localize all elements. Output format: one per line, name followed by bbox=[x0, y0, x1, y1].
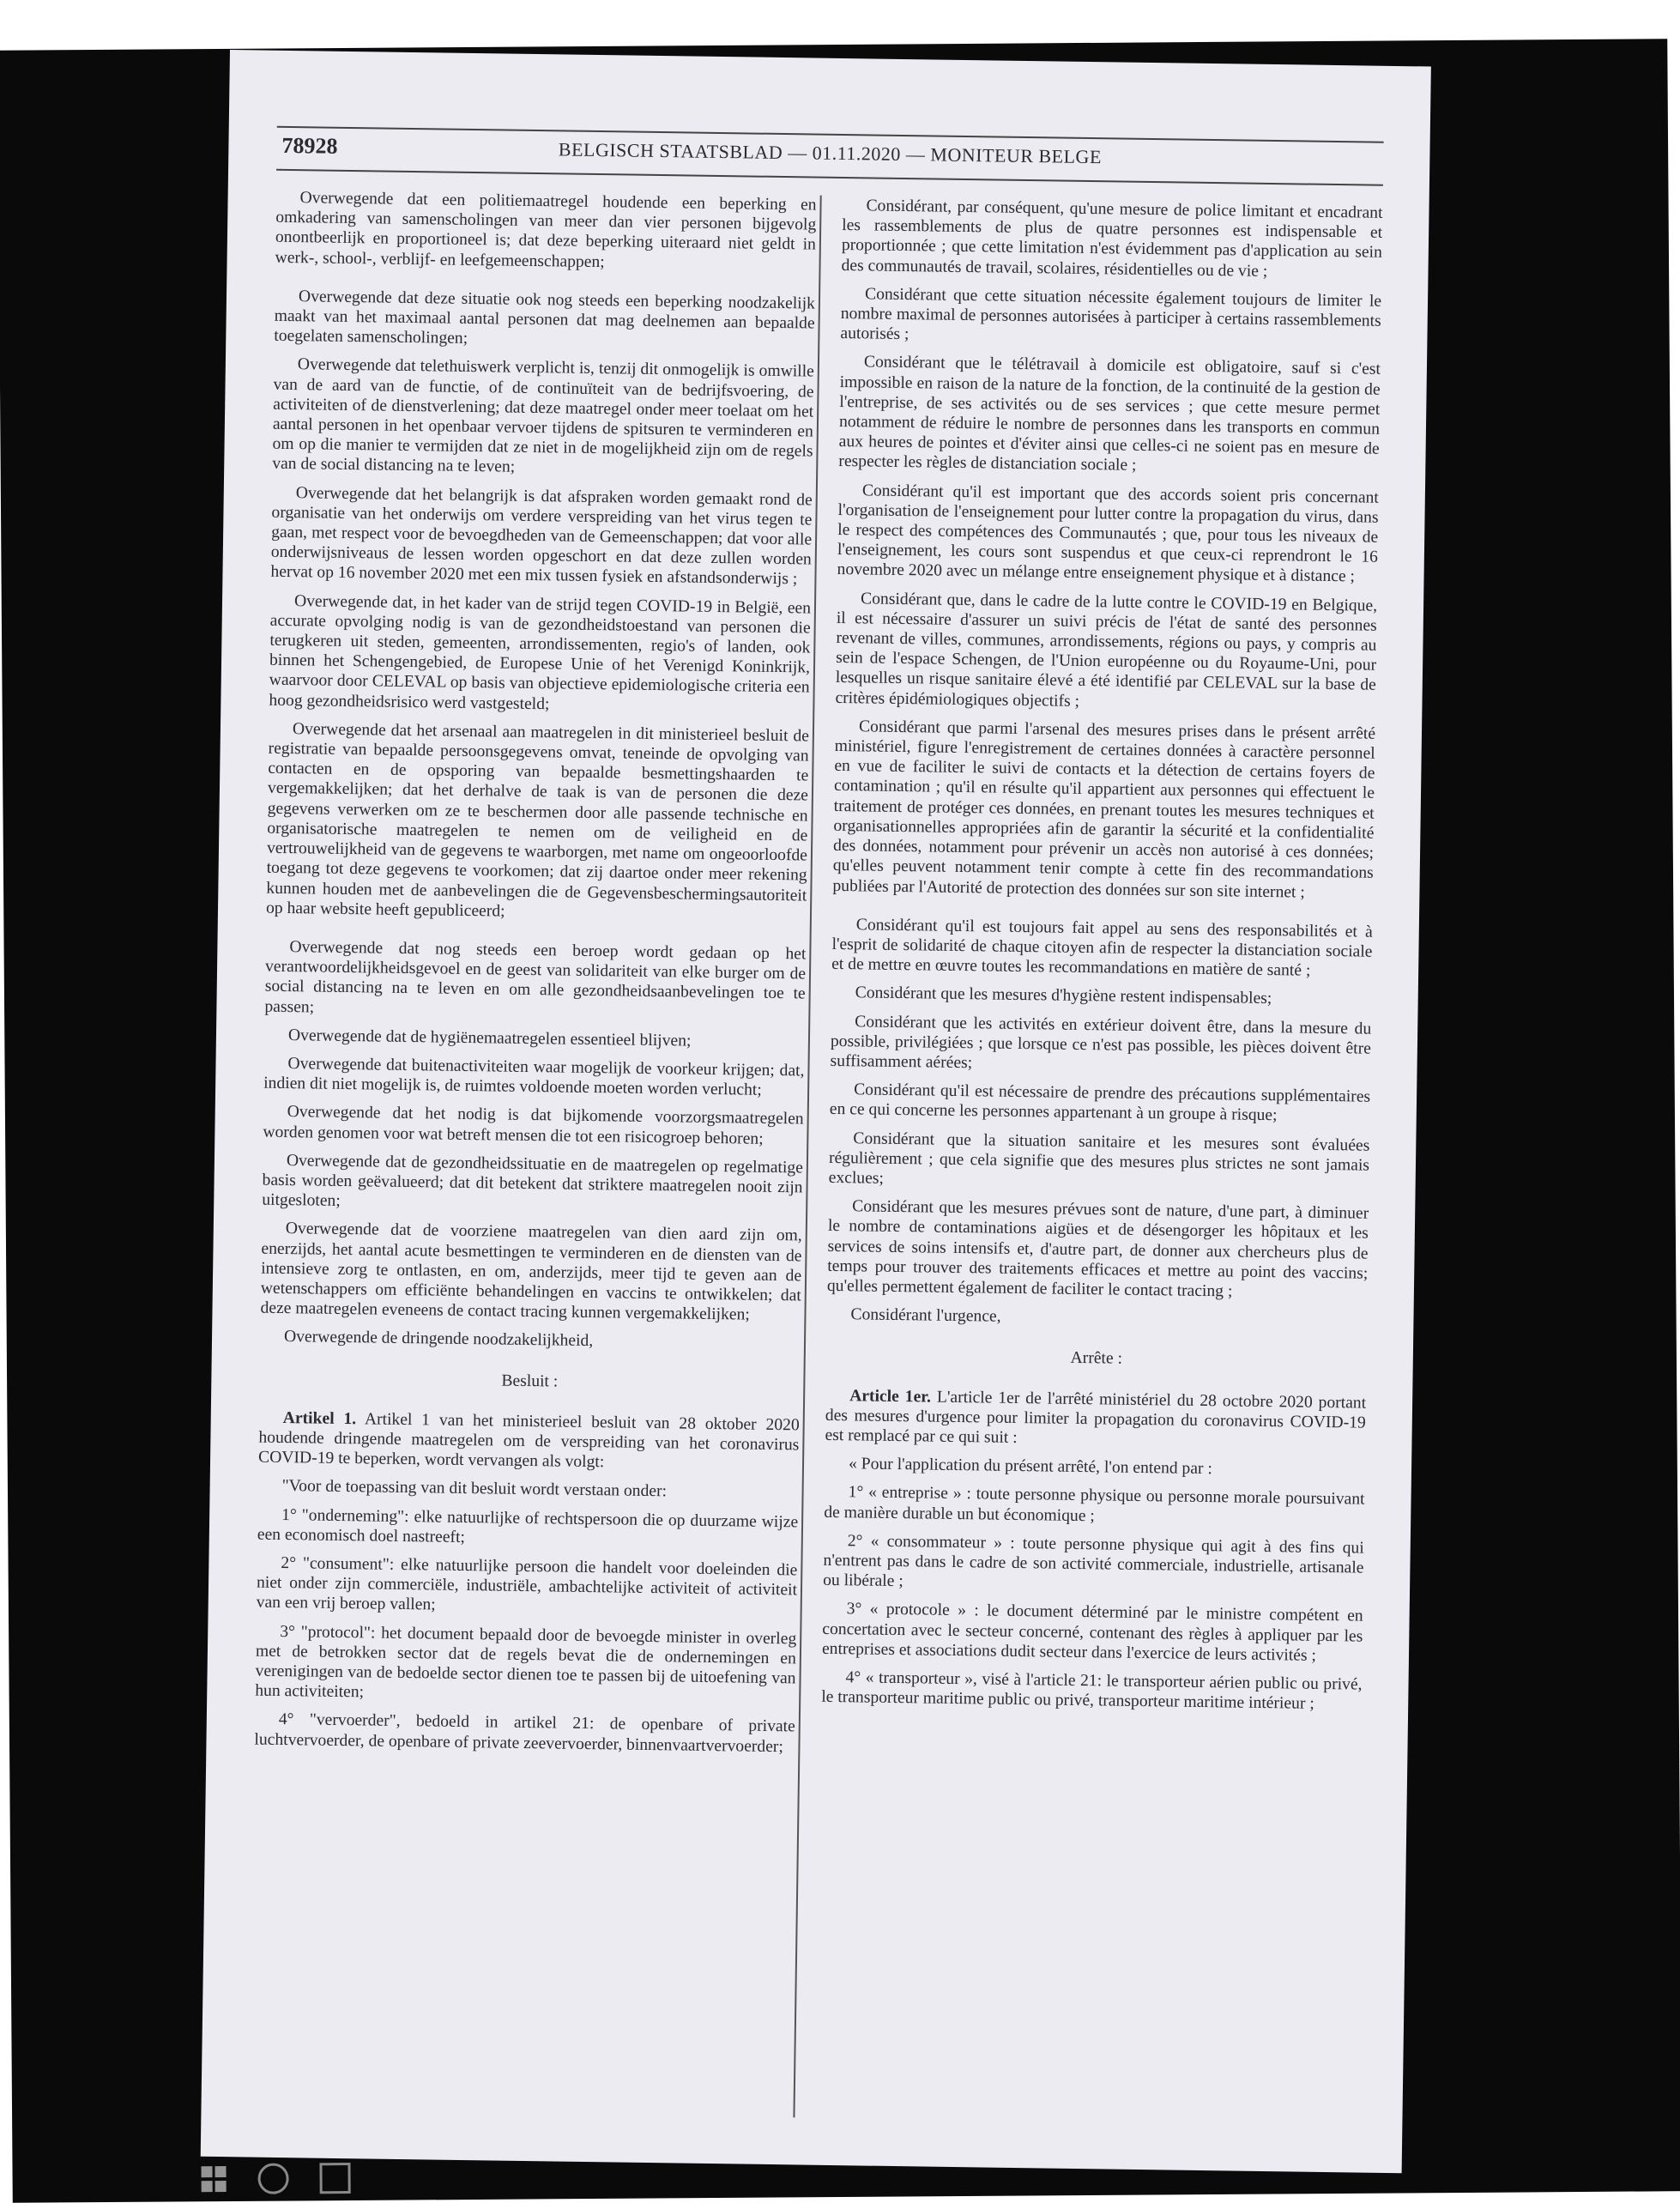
article-1 bbox=[258, 1407, 800, 1474]
french-column bbox=[821, 196, 1383, 1723]
article-text: Artikel 1 van het ministerieel besluit van 28 oktober 2020 houdende dringende maatregelen om de verspreiding van het coronavirus COVID-19 te beperken, wordt vervangen als volgt: bbox=[257, 1410, 800, 1472]
paragraph: Considérant que les activités en extérieur doivent être, dans la mesure du possible, privilégiées ; que lorsque ce n'est pas possible, les pièces doivent être suffisamment aérées; bbox=[830, 1012, 1372, 1073]
page-number: 78928 bbox=[281, 132, 338, 159]
paragraph: Considérant qu'il est toujours fait appel au sens des responsabilités et à l'esprit de solidarité de chaque citoyen afin de respecter la distanciation sociale et de mettre en œuvre toutes les recommandations en matière de santé ; bbox=[831, 915, 1373, 980]
paragraph: Considérant qu'il est nécessaire de prendre des précautions supplémentaires en ce qui concerne les personnes appartenant à un groupe à risque; bbox=[829, 1080, 1371, 1125]
definition: 3° "protocol": het document bepaald door de bevoegde minister in overleg met de betrokken sector dat de regels bevat die de ondernemingen en verenigingen van de bedoelde sector dienen toe te passen bij de uitoefening van hun activiteiten; bbox=[255, 1622, 797, 1702]
journal-title: BELGISCH STAATSBLAD — 01.11.2020 — MONITEUR BELGE bbox=[558, 138, 1103, 168]
paragraph: Considérant qu'il est important que des accords soient pris concernant l'organisation de l'enseignement pour lutter contre la propagation du virus, dans le respect des compétences des Communautés ; que, pour tous les niveaux de l'enseignement, les cours sont suspendus et que ceux-ci reprendront le 16 novembre 2020 avec un mélange entre enseignement physique et à distance ; bbox=[837, 481, 1379, 586]
article-label: Artikel 1. bbox=[282, 1408, 357, 1428]
dutch-column bbox=[254, 188, 816, 1765]
windows-start-icon[interactable] bbox=[201, 2166, 227, 2192]
definition: "Voor de toepassing van dit besluit wordt verstaan onder: bbox=[281, 1477, 668, 1501]
paragraph: Overwegende dat buitenactiviteiten waar mogelijk de voorkeur krijgen; dat, indien dit niet mogelijk is, de ruimtes voldoende moeten worden verlucht; bbox=[263, 1054, 805, 1099]
paragraph: Overwegende dat de gezondheidssituatie en de maatregelen op regelmatige basis worden geëvalueerd; dat dit betekent dat striktere maatregelen nooit zijn uitgesloten; bbox=[262, 1151, 804, 1211]
paragraph: Overwegende dat telethuiswerk verplicht is, tenzij dit onmogelijk is omwille van de aard van de functie, of de continuïteit van de bedrijfsvoering, de activiteiten of de dienstverlening; dat deze maatregel onder meer toelaat om het aantal personen in het openbaar vervoer tijdens de spitsuren te verminderen en om op die manier te vermijden dat ze niet in de mogelijkheid zijn om de regels van de social distancing na te leven; bbox=[272, 355, 814, 477]
article-1 bbox=[825, 1385, 1366, 1452]
definition: 4° "vervoerder", bedoeld in artikel 21: de openbare of private luchtvervoerder, de openbare of private zeevervoerder, binnenvaartvervoerder; bbox=[254, 1710, 795, 1756]
definition: 2° "consument": elke natuurlijke persoon die handelt voor doeleinden die niet onder zijn commerciële, industriële, ambachtelijke activiteit of activiteit van een vrij beroep vallen; bbox=[256, 1553, 798, 1614]
paragraph: Considérant que les mesures d'hygiène restent indispensables; bbox=[855, 983, 1272, 1008]
paragraph: Overwegende dat de hygiënemaatregelen essentieel blijven; bbox=[287, 1026, 692, 1050]
document-page bbox=[201, 50, 1431, 2173]
paragraph: Overwegende dat deze situatie ook nog steeds een beperking noodzakelijk maakt van het maximaal aantal personen dat mag deelnemen aan bepaalde toegelaten samenscholingen; bbox=[274, 287, 816, 348]
paragraph: Considérant que la situation sanitaire et les mesures sont évaluées régulièrement ; que cela signifie que des mesures plus strictes ne sont jamais exclues; bbox=[828, 1129, 1370, 1188]
definition: 1° « entreprise » : toute personne physique ou personne morale poursuivant de manière durable un but économique ; bbox=[824, 1483, 1365, 1525]
paragraph: Overwegende dat nog steeds een beroep wordt gedaan op het verantwoordelijkheidsgevoel en de geest van solidariteit van elke burger om de social distancing na te leven en om alle gezondheidsaanbevelingen toe te passen; bbox=[264, 937, 807, 1016]
paragraph: Overwegende dat het belangrijk is dat afspraken worden gemaakt rond de organisatie van het onderwijs om verdere verspreiding van het virus tegen te gaan, met respect voor de bevoegdheden van de Gemeenschappen; dat voor alle onderwijsniveaus de lessen worden opgeschort en dat deze zullen worden hervat op 16 november 2020 met een mix tussen fysiek en afstandsonderwijs ; bbox=[270, 483, 813, 589]
paragraph: Considérant que, dans le cadre de la lutte contre le COVID-19 en Belgique, il est nécessaire d'assurer un suivi précis de l'état de santé des personnes revenant de villes, communes, arrondissements, régions ou pays, y compris au sein de l'espace Schengen, de l'Union européenne ou du Royaume-Uni, pour lesquelles un risque sanitaire élevé a été identifié par CELEVAL sur la base de critères épidémiologiques objectifs ; bbox=[835, 589, 1378, 711]
search-icon[interactable] bbox=[257, 2164, 288, 2194]
paragraph: Overwegende de dringende noodzakelijkheid, bbox=[283, 1328, 594, 1351]
definition: 1° "onderneming": elke natuurlijke of rechtspersoon die op duurzame wijze een economisch doel nastreeft; bbox=[257, 1505, 799, 1546]
definition: 4° « transporteur », visé à l'article 21: le transporteur aérien public ou privé, le transporteur maritime public ou privé, transporteur maritime intérieur ; bbox=[821, 1668, 1363, 1714]
paragraph: Overwegende dat, in het kader van de strijd tegen COVID-19 in België, een accurate opvolging nodig is van de gezondheidstoestand van personen die terugkeren uit steden, gemeenten, arrondissementen, regio's of landen, ook binnen het Schengengebied, de Europese Unie of het Verenigd Koninkrijk, waarvoor door CELEVAL op basis van objectieve epidemiologische criteria een hoog gezondheidsrisico werd vastgesteld; bbox=[269, 591, 812, 713]
paragraph: Overwegende dat de voorziene maatregelen van dien aard zijn om, enerzijds, het aantal acute besmettingen te verminderen en de diensten van de intensieve zorg te ontlasten, en om, anderzijds, meer tijd te geven aan de wetenschappers om efficiënte behandelingen en vaccins te ontwikkelen; dat deze maatregelen eveneens de contact tracing kunnen vergemakkelijken; bbox=[260, 1220, 802, 1324]
paragraph: Considérant, par conséquent, qu'une mesure de police limitant et encadrant les rassemblements de plus de quatre personnes est indispensable et proportionnée ; que cette limitation n'est évidemment pas d'application au sein des communautés de travail, scolaires, résidentielles ou de vie ; bbox=[841, 197, 1383, 281]
decree-word: Arrête : bbox=[1070, 1349, 1123, 1369]
paragraph: Considérant que le télétravail à domicile est obligatoire, sauf si c'est impossible en raison de la nature de la fonction, de la continuité de la gestion de l'entreprise, de ses activités ou de ses services ; que cette mesure permet notamment de réduire le nombre de personnes dans les transports en commun aux heures de pointes et d'éviter ainsi que celles-ci ne soient pas en mesure de respecter les règles de distanciation sociale ; bbox=[838, 353, 1381, 475]
decree-word: Besluit : bbox=[501, 1371, 559, 1391]
definition: 2° « consommateur » : toute personne physique qui agit à des fins qui n'entrent pas dans le cadre de son activité commerciale, industrielle, artisanale ou libérale ; bbox=[823, 1532, 1364, 1591]
paragraph: Overwegende dat het arsenaal aan maatregelen in dit ministerieel besluit de registratie van bepaalde persoonsgegevens omvat, teneinde de opvolging van contacten en de opsporing van bepaalde besmettingshaarden te vergemakkelijken; dat het derhalve de taak is van de personen die deze gegevens verwerken om ze te beschermen door alle passende technische en organisatorische maatregelen te nemen om de veiligheid en de vertrouwelijkheid van de gegevens te waarborgen, met name om ongeoorloofde toegang tot deze gegevens te voorkomen; dat zij daartoe onder meer rekening kunnen houden met de aanbevelingen die de Gegevensbeschermingsautoriteit op haar website heeft gepubliceerd; bbox=[265, 719, 810, 921]
paragraph: Overwegende dat een politiemaatregel houdende een beperking en omkadering van samenscholingen van meer dan vier personen bijgevolg onontbeerlijk en proportioneel is; dat deze beperking uiteraard niet geldt in werk-, school-, verblijf- en leefgemeenschappen; bbox=[275, 189, 817, 271]
taskbar bbox=[201, 2159, 630, 2196]
page-header bbox=[276, 126, 1384, 186]
definition: 3° « protocole » : le document déterminé par le ministre compétent en concertation avec le secteur concerné, contenant des règles à appliquer par les entreprises et associations dudit secteur dans l'exercice de leurs activités ; bbox=[821, 1600, 1363, 1665]
definition: « Pour l'application du présent arrêté, l'on entend par : bbox=[848, 1455, 1213, 1479]
article-label: Article 1er. bbox=[849, 1386, 932, 1407]
paragraph: Considérant que parmi l'arsenal des mesures prises dans le présent arrêté ministériel, figure l'enregistrement de certaines données à caractère personnel en vue de faciliter le suivi de contacts et la détection de certains foyers de contamination ; qu'il en résulte qu'il appartient aux personnes qui effectuent le traitement de protéger ces données, en prenant toutes les mesures techniques et organisationnelles appropriées afin de garantir la sécurité et la confidentialité des données, notamment pour prévenir un accès non autorisé à ces données; qu'elles peuvent notamment tenir compte à cette fin des recommandations publiées par l'Autorité de protection des données sur son site internet ; bbox=[832, 717, 1376, 902]
task-view-icon[interactable] bbox=[319, 2163, 350, 2194]
article-text: L'article 1er de l'arrêté ministériel du 28 octobre 2020 portant des mesures d'urgence pour limiter la propagation du coronavirus COVID-19 est remplacé par ce qui suit : bbox=[825, 1388, 1367, 1447]
paragraph: Overwegende dat het nodig is dat bijkomende voorzorgsmaatregelen worden genomen voor wat betreft mensen die tot een risicogroep behoren; bbox=[263, 1103, 804, 1148]
paragraph: Considérant que cette situation nécessite également toujours de limiter le nombre maximal de personnes autorisées à participer à certains rassemblements autorisés ; bbox=[840, 285, 1382, 344]
paragraph: Considérant l'urgence, bbox=[850, 1305, 1001, 1326]
paragraph: Considérant que les mesures prévues sont de nature, d'une part, à diminuer le nombre de contaminations aigües et de désengorger les hôpitaux et les services de soins intensifs et, d'autre part, de donner aux chercheurs plus de temps pour trouver des traitements efficaces et mettre au point des vaccins; qu'elles permettent également de faciliter le contact tracing ; bbox=[826, 1197, 1369, 1301]
